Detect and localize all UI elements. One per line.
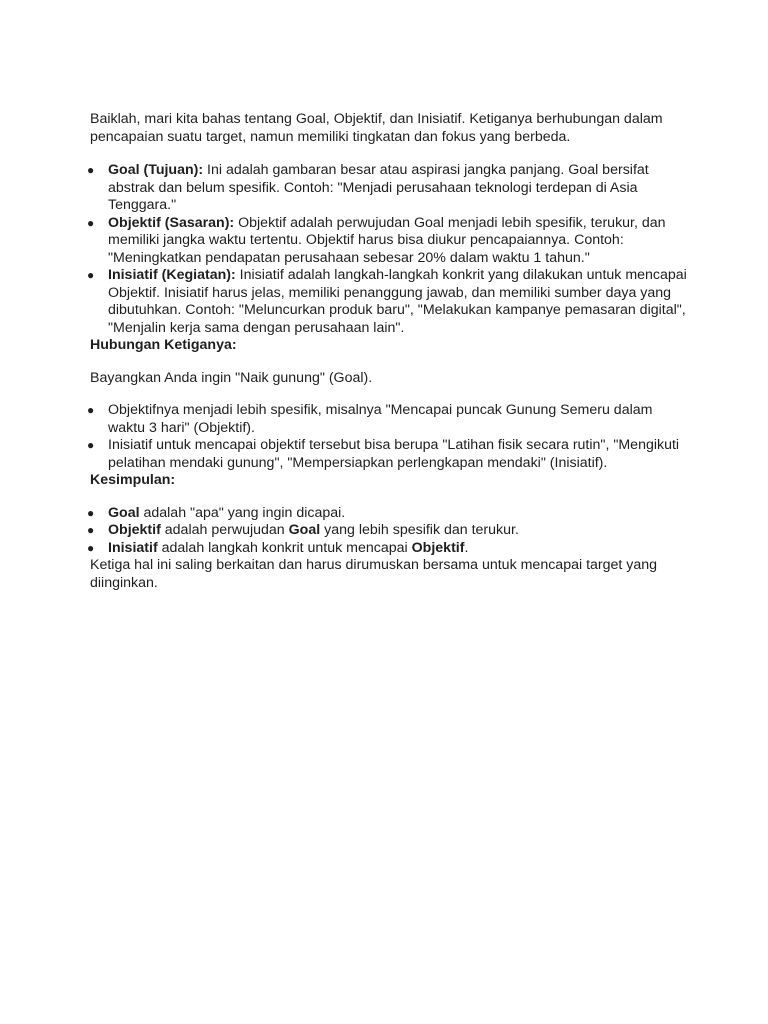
bullet-icon: ● [87,523,95,537]
conclusion-term: Objektif [108,522,161,538]
conclusion-text: adalah langkah konkrit untuk mencapai [157,539,412,556]
list-item [87,402,690,437]
list-item [87,162,690,215]
term-goal: Goal (Tujuan): [108,162,204,178]
bullet-icon: ● [87,215,95,230]
bullet-icon: ● [87,268,95,282]
closing-paragraph: Ketiga hal ini saling berkaitan dan harus dirumuskan bersama untuk mencapai target yang diinginkan. [90,557,658,591]
conclusion-text: . [464,539,469,556]
conclusion-text: yang lebih spesifik dan terukur. [320,522,519,538]
relation-item-text: Objektifnya menjadi lebih spesifik, misalnya "Mencapai puncak Gunung Semeru dalam waktu 3 hari" (Objektif). [108,402,653,436]
conclusion-text: adalah perwujudan [160,522,289,538]
term-inisiatif: Inisiatif (Kegiatan): [108,267,236,283]
document-body [87,111,690,592]
list-item [87,504,690,523]
conclusion-term: Goal [108,504,140,521]
bullet-icon: ● [87,403,95,417]
definitions-list [87,162,690,337]
conclusion-term: Goal [288,522,321,538]
conclusion-term: Objektif [411,539,465,556]
definition-text: Ini adalah gambaran besar atau aspirasi jangka panjang. Goal bersifat abstrak dan belum spesifik. Contoh: "Menjadi perusahaan teknologi terdepan di Asia Tenggara." [108,162,649,213]
conclusion-list [87,504,690,558]
definition-text: Inisiatif adalah langkah-langkah konkrit yang dilakukan untuk mencapai Objektif. Inisiatif harus jelas, memiliki penanggung jawab, dan memiliki sumber daya yang dibutuhkan. Contoh: "Meluncurkan produk baru", "Melakukan kampanye pemasaran digital", "Menjalin kerja sama dengan perusahaan lain". [108,267,687,336]
list-item [87,214,690,268]
bullet-icon: ● [87,505,95,520]
intro-paragraph: Baiklah, mari kita bahas tentang Goal, Objektif, dan Inisiatif. Ketiganya berhubungan dalam pencapaian suatu target, namun memiliki tingkatan dan fokus yang berbeda. [90,111,663,145]
relation-item-text: Inisiatif untuk mencapai objektif tersebut bisa berupa "Latihan fisik secara rutin", "Mengikuti pelatihan mendaki gunung", "Mempersiapkan perlengkapan mendaki" (Inisiatif). [108,437,680,471]
bullet-icon: ● [87,163,95,177]
conclusion-text: adalah "apa" yang ingin dicapai. [139,504,346,521]
list-item [87,522,690,540]
relation-list [87,402,690,472]
list-item [87,267,690,337]
relation-heading: Hubungan Ketiganya: [90,337,237,353]
conclusion-heading: Kesimpulan: [90,472,176,488]
relation-intro: Bayangkan Anda ingin "Naik gunung" (Goal). [90,369,373,386]
conclusion-term: Inisiatif [108,539,158,556]
term-objektif: Objektif (Sasaran): [108,214,235,231]
bullet-icon: ● [87,540,95,555]
list-item [87,539,690,558]
definition-text: Objektif adalah perwujudan Goal menjadi lebih spesifik, terukur, dan memiliki jangka waktu tertentu. Objektif harus bisa diukur pencapaiannya. Contoh: "Meningkatkan pendapatan perusahaan sebesar 20% dalam waktu 1 tahun." [108,214,666,266]
bullet-icon: ● [87,438,95,452]
list-item [87,437,690,472]
